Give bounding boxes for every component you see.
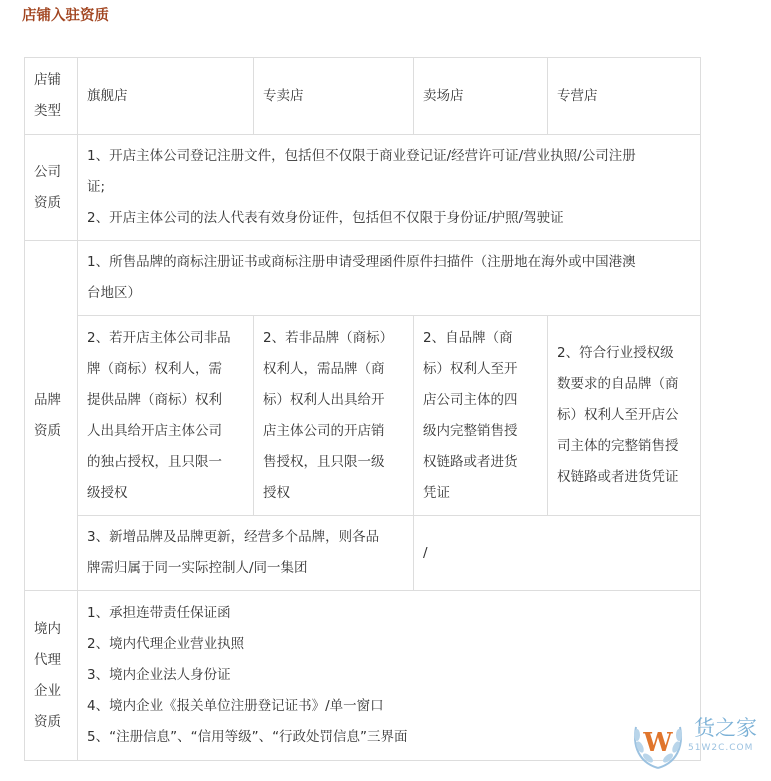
type-franchise: 专营店 <box>548 58 701 135</box>
brand-mall-line: 级内完整销售授 <box>423 422 518 439</box>
company-item2: 2、开店主体公司的法人代表有效身份证件，包括但不仅限于身份证/护照/驾驶证 <box>87 210 564 226</box>
brand-item3-cell <box>78 516 414 591</box>
domestic-item: 5、“注册信息”、“信用等级”、“行政处罚信息”三界面 <box>87 729 408 745</box>
type-flagship: 旗舰店 <box>78 58 254 135</box>
brand-item1-line2: 台地区） <box>87 285 141 301</box>
brand-item3-other-cell: / <box>414 516 701 591</box>
domestic-label-cell <box>25 591 78 761</box>
brand-row-1 <box>25 241 701 316</box>
domestic-row <box>25 591 701 761</box>
brand-label-cell <box>25 241 78 591</box>
type-mall: 卖场店 <box>414 58 548 135</box>
brand-row-3 <box>25 516 701 591</box>
company-requirements-cell <box>78 135 701 241</box>
brand-mall-line: 标）权利人至开 <box>423 360 518 377</box>
brand-mall-cell <box>414 316 548 516</box>
brand-franchise-line: 2、符合行业授权级 <box>557 345 674 361</box>
brand-flagship-line: 2、若开店主体公司非品 <box>87 329 231 346</box>
company-label-cell <box>25 135 78 241</box>
brand-flagship-line: 提供品牌（商标）权利 <box>87 391 222 408</box>
shop-type-label-line: 类型 <box>34 103 61 119</box>
brand-franchise-line: 权链路或者进货凭证 <box>557 469 679 485</box>
brand-specialty-line: 权利人，需品牌（商 <box>263 360 385 377</box>
brand-franchise-line: 数要求的自品牌（商 <box>557 376 679 392</box>
company-label-line: 资质 <box>34 194 61 211</box>
watermark-subtext: 51W2C.COM <box>688 743 754 753</box>
brand-row-2 <box>25 316 701 516</box>
brand-label-line: 品牌 <box>34 391 61 408</box>
laurel-icon <box>628 713 688 773</box>
brand-flagship-cell <box>78 316 254 516</box>
domestic-item: 1、承担连带责任保证函 <box>87 605 231 621</box>
domestic-label-line: 企业 <box>34 682 61 699</box>
brand-specialty-line: 售授权，且只限一级 <box>263 453 385 470</box>
brand-mall-line: 店公司主体的四 <box>423 391 518 408</box>
domestic-label-line: 代理 <box>34 651 61 668</box>
domestic-item: 2、境内代理企业营业执照 <box>87 636 245 652</box>
brand-specialty-line: 店主体公司的开店销 <box>263 422 385 439</box>
brand-franchise-cell <box>548 316 701 516</box>
company-label-line: 公司 <box>34 163 61 180</box>
brand-specialty-line: 标）权利人出具给开 <box>263 391 385 408</box>
brand-flagship-line: 级授权 <box>87 484 128 501</box>
page-title: 店铺入驻资质 <box>22 8 109 24</box>
domestic-label-line: 境内 <box>34 620 61 637</box>
brand-franchise-line: 司主体的完整销售授 <box>557 438 679 454</box>
brand-specialty-line: 2、若非品牌（商标） <box>263 329 394 346</box>
brand-item1-line1: 1、所售品牌的商标注册证书或商标注册申请受理函件原件扫描件（注册地在海外或中国港澳 <box>87 254 636 270</box>
company-row <box>25 135 701 241</box>
type-specialty: 专卖店 <box>254 58 414 135</box>
brand-mall-line: 权链路或者进货 <box>423 453 518 470</box>
brand-specialty-line: 授权 <box>263 484 290 501</box>
domestic-item: 4、境内企业《报关单位注册登记证书》/单一窗口 <box>87 698 384 714</box>
svg-text:W: W <box>643 728 673 758</box>
header-row <box>25 58 701 135</box>
brand-item1-cell <box>78 241 701 316</box>
domestic-item: 3、境内企业法人身份证 <box>87 667 231 683</box>
shop-type-label-cell <box>25 58 78 135</box>
brand-flagship-line: 牌（商标）权利人，需 <box>87 360 222 377</box>
watermark-logo <box>628 709 768 777</box>
brand-franchise-line: 标）权利人至开店公 <box>557 407 679 423</box>
brand-specialty-cell <box>254 316 414 516</box>
company-item1-line2: 证; <box>87 179 106 195</box>
brand-label-line: 资质 <box>34 422 61 439</box>
shop-type-label-line: 店铺 <box>34 72 61 88</box>
brand-mall-line: 凭证 <box>423 484 450 501</box>
brand-flagship-line: 的独占授权，且只限一 <box>87 453 222 470</box>
domestic-label-line: 资质 <box>34 713 61 730</box>
brand-mall-line: 2、自品牌（商 <box>423 329 513 346</box>
qualification-table <box>24 57 701 761</box>
brand-item3-line: 3、新增品牌及品牌更新，经营多个品牌，则各品 <box>87 529 380 545</box>
brand-flagship-line: 人出具给开店主体公司 <box>87 422 222 439</box>
domestic-requirements-cell <box>78 591 701 761</box>
company-item1-line1: 1、开店主体公司登记注册文件，包括但不仅限于商业登记证/经营许可证/营业执照/公司注册 <box>87 148 636 164</box>
watermark-text: 货之家 <box>694 716 757 740</box>
brand-item3-line: 牌需归属于同一实际控制人/同一集团 <box>87 560 308 576</box>
